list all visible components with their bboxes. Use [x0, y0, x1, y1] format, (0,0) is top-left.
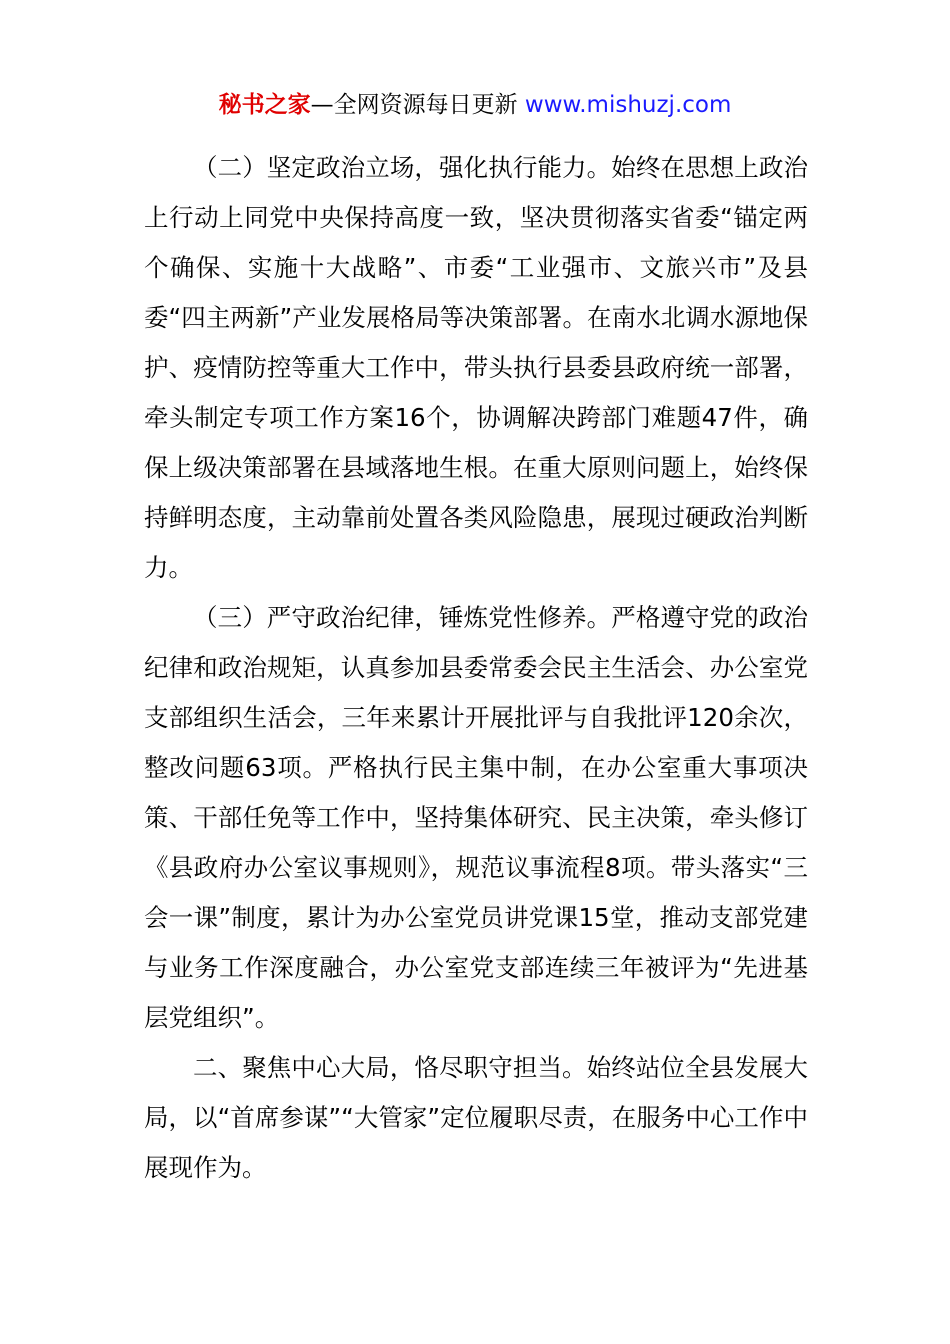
header-slogan: —全网资源每日更新: [310, 92, 525, 118]
document-body: [144, 143, 808, 1193]
brand-name: 秘书之家: [218, 92, 311, 118]
paragraph-political-discipline: （三）严守政治纪律，锤炼党性修养。严格遵守党的政治纪律和政治规矩，认真参加县委常委会民主生活会、办公室党支部组织生活会，三年来累计开展批评与自我批评120余次，整改问题63项。严格执行民主集中制，在办公室重大事项决策、干部任免等工作中，坚持集体研究、民主决策，牵头修订《县政府办公室议事规则》，规范议事流程8项。带头落实“三会一课”制度，累计为办公室党员讲党课15堂，推动支部党建与业务工作深度融合，办公室党支部连续三年被评为“先进基层党组织”。: [144, 603, 808, 1032]
paragraph-section-two-heading: 二、聚焦中心大局，恪尽职守担当。始终站位全县发展大局，以“首席参谋”“大管家”定位履职尽责，在服务中心工作中展现作为。: [144, 1053, 808, 1182]
site-url-link[interactable]: www.mishuzj.com: [524, 92, 732, 118]
site-header-banner: [0, 88, 950, 122]
paragraph-political-stance: （二）坚定政治立场，强化执行能力。始终在思想上政治上行动上同党中央保持高度一致，坚决贯彻落实省委“锚定两个确保、实施十大战略”、市委“工业强市、文旅兴市”及县委“四主两新”产业发展格局等决策部署。在南水北调水源地保护、疫情防控等重大工作中，带头执行县委县政府统一部署，牵头制定专项工作方案16个，协调解决跨部门难题47件，确保上级决策部署在县域落地生根。在重大原则问题上，始终保持鲜明态度，主动靠前处置各类风险隐患，展现过硬政治判断力。: [144, 153, 808, 582]
